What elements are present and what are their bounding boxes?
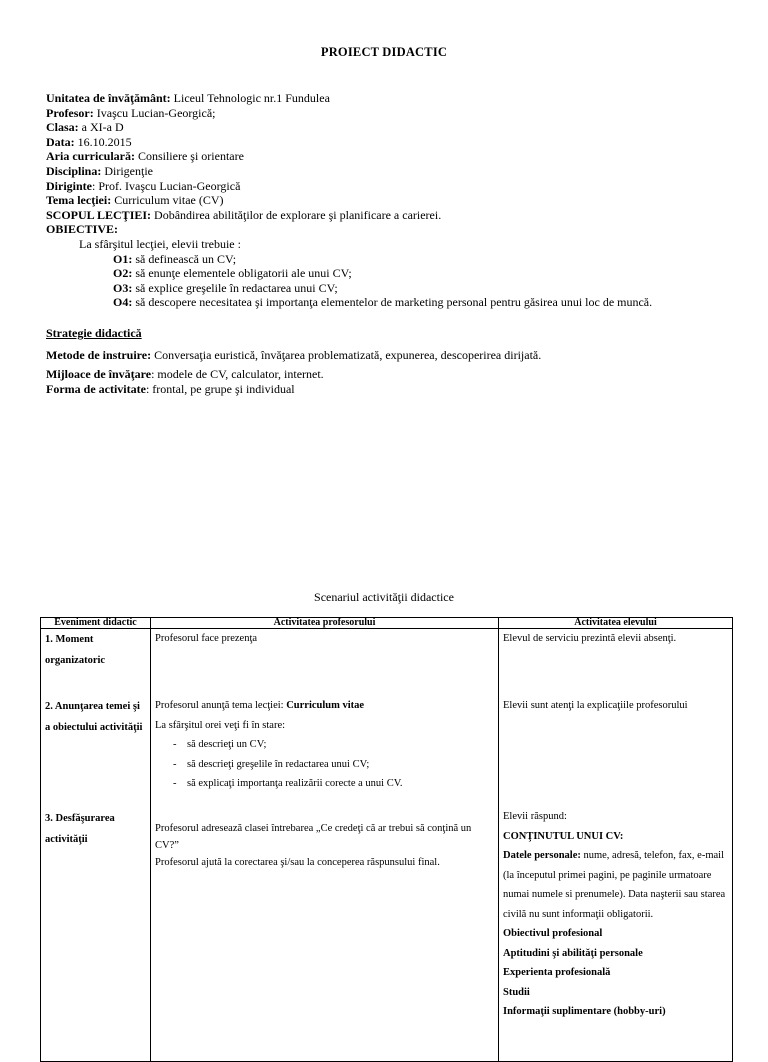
table-header-row (41, 618, 733, 629)
list-item: - să descrieţi greşelile în redactarea unui CV; (173, 755, 494, 775)
scenario-title: Scenariul activităţii didactice (314, 590, 454, 604)
info-data: Data: 16.10.2015 (46, 134, 132, 149)
column-header: Eveniment didactic (41, 618, 151, 629)
list-item: Informaţii suplimentare (hobby-uri) (503, 1006, 666, 1017)
column-header: Activitatea profesorului (151, 618, 499, 629)
lesson-info (46, 91, 736, 310)
strategy-forma: Forma de activitate: frontal, pe grupe şi individual (46, 382, 295, 396)
teacher-cell: Profesorul face prezenţa Profesorul anunţă tema lecţiei: Curriculum vitae La sfârşitul orei veţi fi în stare: - să descrieţi un CV; - să descrieţi greşelile în redactarea unui CV; - să explicaţi importanţa realizării corecte a unui CV. Profesorul adresează clasei întrebarea „Ce credeţi că ar trebui să conţină un CV?” Profesorul ajută la corectarea şi/sau la conceperea răspunsului final. (151, 629, 499, 1062)
objectives-intro: La sfârşitul lecţiei, elevii trebuie : (79, 236, 241, 251)
list-item: Aptitudini şi abilităţi personale (503, 947, 643, 959)
info-scopul: SCOPUL LECŢIEI: Dobândirea abilităţilor de explorare şi planificare a carierei. (46, 207, 442, 222)
objective-o1: O1: să definească un CV; (113, 251, 237, 266)
objective-o3: O3: să explice greşelile în redactarea unui CV; (113, 280, 338, 295)
info-obiective: OBIECTIVE: (46, 222, 119, 237)
scenario-table (40, 617, 733, 1062)
list-item: Studii (503, 986, 530, 998)
list-item: - să explicaţi importanţa realizării corecte a unui CV. (173, 774, 494, 794)
strategy-mijloace: Mijloace de învăţare: modele de CV, calculator, internet. (46, 367, 324, 381)
column-header: Activitatea elevului (499, 618, 733, 629)
info-aria: Aria curriculară: Consiliere şi orientare (46, 149, 244, 164)
strategy-heading: Strategie didactică (46, 326, 142, 340)
list-item: - să descrieţi un CV; (173, 735, 494, 755)
objective-o4: O4: să descopere necesitatea şi importanţa elementelor de marketing personal pentru găsirea unui loc de muncă. (113, 295, 653, 310)
strategy-metode: Metode de instruire: Conversaţia euristică, învăţarea problematizată, expunerea, descoperirea dirijată. (46, 348, 542, 362)
event-cell: 1. Moment organizatoric 2. Anunţarea temei şi a obiectului activităţii 3. Desfăşurarea activităţii (41, 629, 151, 1062)
list-item: Experienta profesională (503, 967, 611, 978)
info-diriginte: Diriginte: Prof. Ivaşcu Lucian-Georgică (46, 178, 241, 193)
info-profesor: Profesor: Ivaşcu Lucian-Georgică; (46, 105, 216, 120)
info-tema: Tema lecţiei: Curriculum vitae (CV) (46, 193, 224, 208)
teacher-bullet-list (155, 735, 494, 794)
list-item: Obiectivul profesional (503, 928, 603, 939)
info-clasa: Clasa: a XI-a D (46, 120, 124, 135)
info-disciplina: Disciplina: Dirigenţie (46, 163, 153, 178)
strategy-section (46, 326, 746, 401)
info-unitatea: Unitatea de învăţământ: Liceul Tehnologic nr.1 Fundulea (46, 91, 330, 105)
table-row (41, 629, 733, 1062)
objective-o2: O2: să enunţe elementele obligatorii ale unui CV; (113, 266, 352, 281)
student-cell: Elevul de serviciu prezintă elevii absenţi. Elevii sunt atenţi la explicaţiile profesorului Elevii răspund: CONŢINUTUL UNUI CV: Datele personale: nume, adresă, telefon, fax, e-mail (la începutul primei pagini, pe paginile urmatoare numai numele si prenumele). Data naşterii sau starea civilă nu sunt informaţii obligatorii. Obiectivul profesional Aptitudini şi abilităţi personale Experienta profesională Studii Informaţii suplimentare (hobby-uri) (499, 629, 733, 1062)
document-title: PROIECT DIDACTIC (320, 45, 448, 59)
